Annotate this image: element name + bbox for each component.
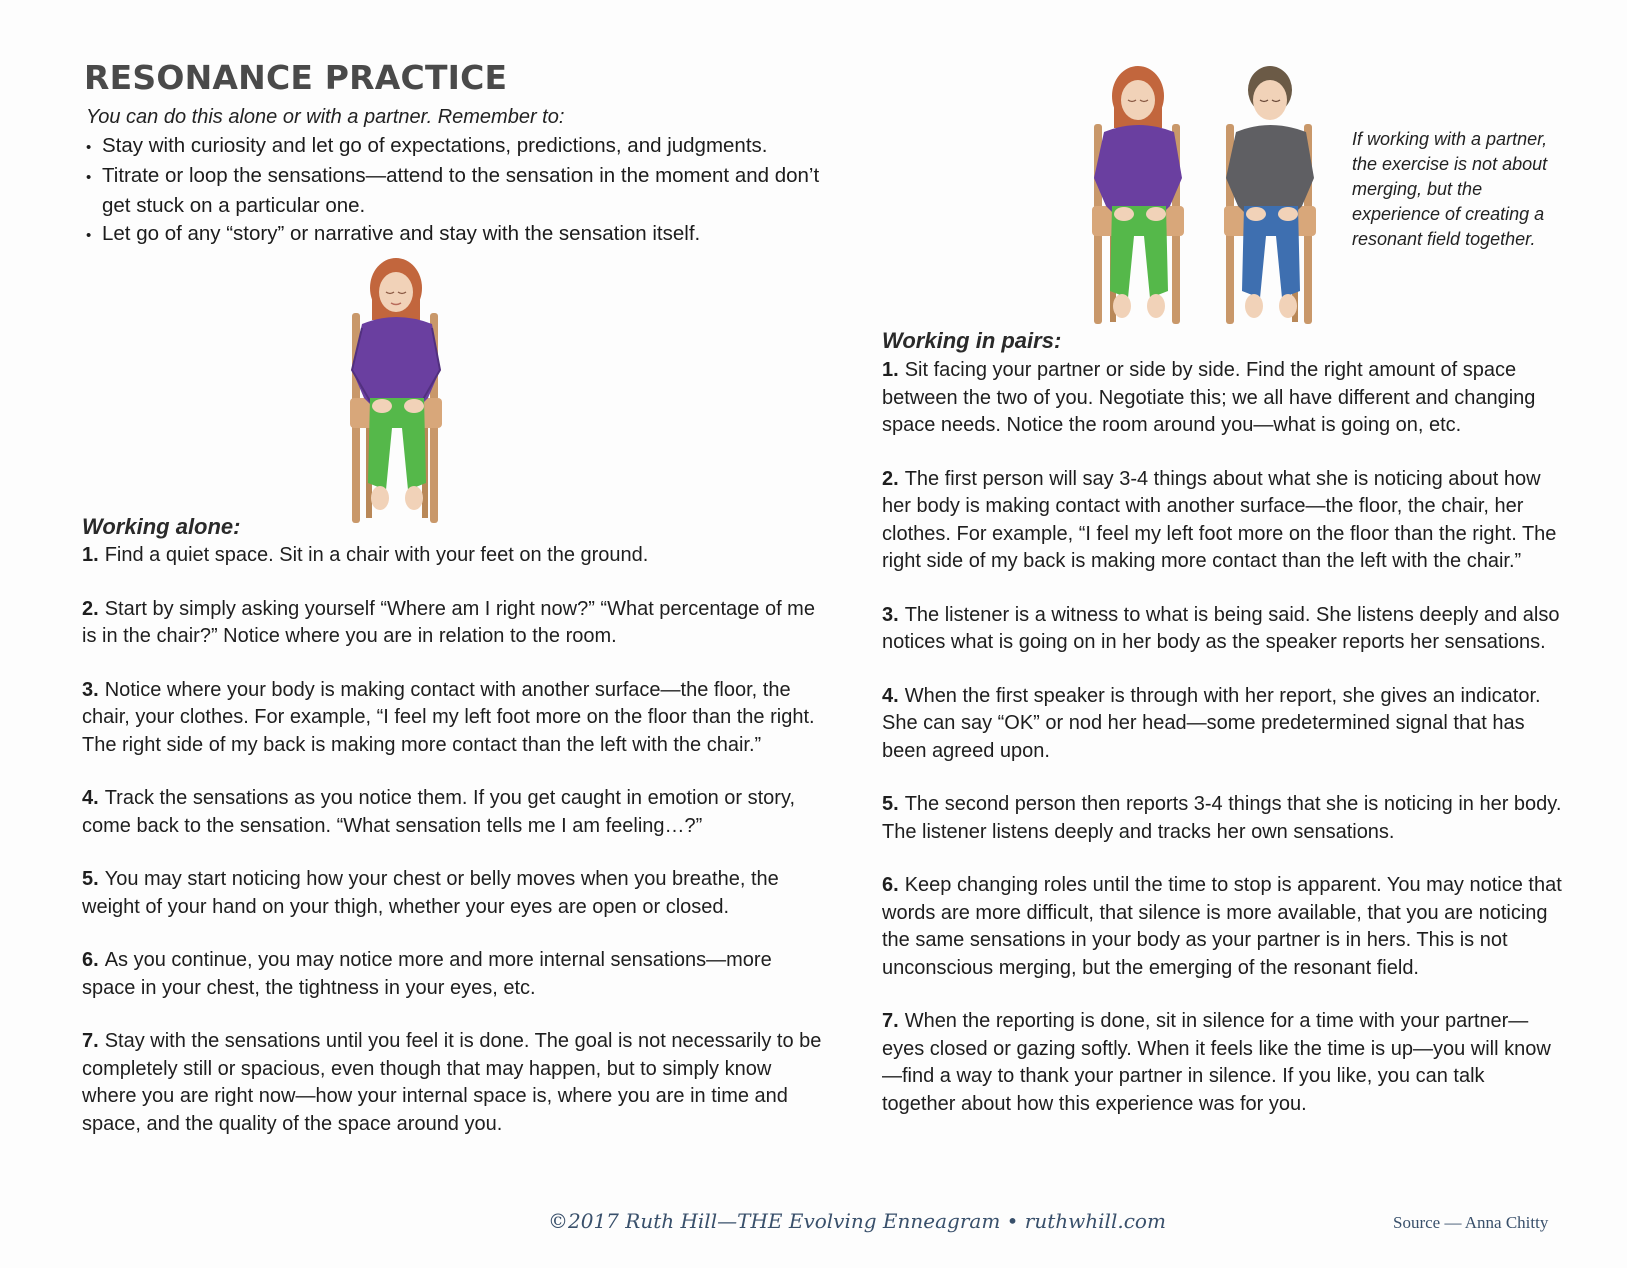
step-text: Track the sensations as you notice them. If you get caught in emotion or story, come back to the sensation. “What sensation tells me I am feeling…?” [82, 787, 796, 837]
step-number: 4. [882, 684, 899, 707]
source-credit: Source — Anna Chitty [1393, 1213, 1549, 1232]
working-in-pairs-steps [882, 357, 1562, 1144]
pairs-step-7 [882, 1008, 1562, 1118]
step-number: 6. [882, 874, 899, 896]
step-number: 6. [82, 949, 99, 971]
alone-step-5 [82, 866, 822, 921]
seated-woman-figure [1092, 66, 1184, 324]
step-number: 3. [882, 603, 899, 626]
working-alone-steps [82, 542, 822, 1164]
step-number: 2. [82, 597, 99, 620]
copyright-footer: ©2017 Ruth Hill—THE Evolving Enneagram • ruthwhill.com [548, 1209, 1166, 1233]
step-text: When the first speaker is through with her report, she gives an indicator. She can say “OK” or nod her head—some predetermined signal that has been agreed upon. [882, 684, 1541, 762]
step-number: 1. [882, 359, 899, 381]
pairs-step-5 [882, 791, 1562, 846]
step-text: Start by simply asking yourself “Where am I right now?” “What percentage of me is in the chair?” Notice where you are in relation to the room. [82, 597, 815, 647]
step-number: 1. [82, 544, 99, 566]
alone-step-2 [82, 596, 822, 651]
step-text: As you continue, you may notice more and more internal sensations—more space in your chest, the tightness in your eyes, etc. [82, 949, 772, 999]
seated-pair-illustration [1088, 66, 1338, 334]
step-text: The second person then reports 3-4 things that she is noticing in her body. The listener listens deeply and tracks her own sensations. [882, 793, 1562, 843]
step-number: 2. [882, 467, 899, 490]
step-text: Notice where your body is making contact with another surface—the floor, the chair, your clothes. For example, “I feel my left foot more on the floor than the right. The right side of my back is making more contact than the left with the chair.” [82, 678, 815, 756]
step-text: Keep changing roles until the time to stop is apparent. You may notice that words are more difficult, that silence is more available, that you are noticing the same sensations in your body as your partner is in hers. This is not unconscious merging, but the emerging of the resonant field. [882, 874, 1562, 979]
step-text: You may start noticing how your chest or belly moves when you breathe, the weight of your hand on your thigh, whether your eyes are open or closed. [82, 868, 779, 918]
intro-bullet-list [86, 132, 826, 250]
step-text: The first person will say 3-4 things about what she is noticing about how her body is making contact with another surface—the floor, the chair, her clothes. For example, “I feel my left foot more on the floor than the right. The right side of my back is making more contact than the left with the chair.” [882, 467, 1557, 572]
page-title: RESONANCE PRACTICE [84, 58, 508, 97]
seated-partner-figure [1224, 66, 1316, 324]
intro-bullet: • Titrate or loop the sensations—attend to the sensation in the moment and don’t get stuck on a particular one. [86, 162, 826, 220]
alone-step-3 [82, 677, 822, 760]
step-text: Find a quiet space. Sit in a chair with your feet on the ground. [104, 544, 649, 566]
intro-bullet: • Stay with curiosity and let go of expectations, predictions, and judgments. [86, 132, 826, 162]
alone-step-4 [82, 785, 822, 840]
partner-caption: If working with a partner, the exercise is not about merging, but the experience of creating a resonant field together. [1352, 129, 1548, 249]
seated-woman-illustration [344, 258, 454, 528]
alone-step-1 [82, 542, 822, 570]
working-in-pairs-heading: Working in pairs: [882, 328, 1062, 353]
pairs-step-6 [882, 872, 1562, 982]
step-number: 5. [82, 868, 99, 890]
intro-subtitle: You can do this alone or with a partner. Remember to: [86, 106, 565, 128]
step-text: The listener is a witness to what is being said. She listens deeply and also notices what is going on in her body as the speaker reports her sensations. [882, 603, 1560, 653]
step-text: Stay with the sensations until you feel it is done. The goal is not necessarily to be completely still or spacious, even though that may happen, but to simply know where you are right now—how your internal space is, where you are in time and space, and the quality of the space around you. [82, 1030, 822, 1135]
alone-step-6 [82, 947, 822, 1002]
step-text: Sit facing your partner or side by side. Find the right amount of space between the two of you. Negotiate this; we all have different and changing space needs. Notice the room around you—what is going on, etc. [882, 359, 1536, 436]
pairs-step-4 [882, 683, 1562, 766]
step-text: When the reporting is done, sit in silence for a time with your partner—eyes closed or gazing softly. When it feels like the time is up—you will know—find a way to thank your partner in silence. If you like, you can talk together about how this experience was for you. [882, 1010, 1551, 1115]
alone-step-7 [82, 1028, 822, 1138]
step-number: 7. [882, 1010, 899, 1032]
pairs-step-1 [882, 357, 1562, 440]
step-number: 3. [82, 678, 99, 701]
intro-bullet: • Let go of any “story” or narrative and stay with the sensation itself. [86, 220, 826, 250]
step-number: 5. [882, 793, 899, 815]
working-alone-heading: Working alone: [82, 514, 241, 539]
step-number: 7. [82, 1030, 99, 1052]
pairs-step-3 [882, 602, 1562, 657]
step-number: 4. [82, 787, 99, 809]
pairs-step-2 [882, 466, 1562, 576]
